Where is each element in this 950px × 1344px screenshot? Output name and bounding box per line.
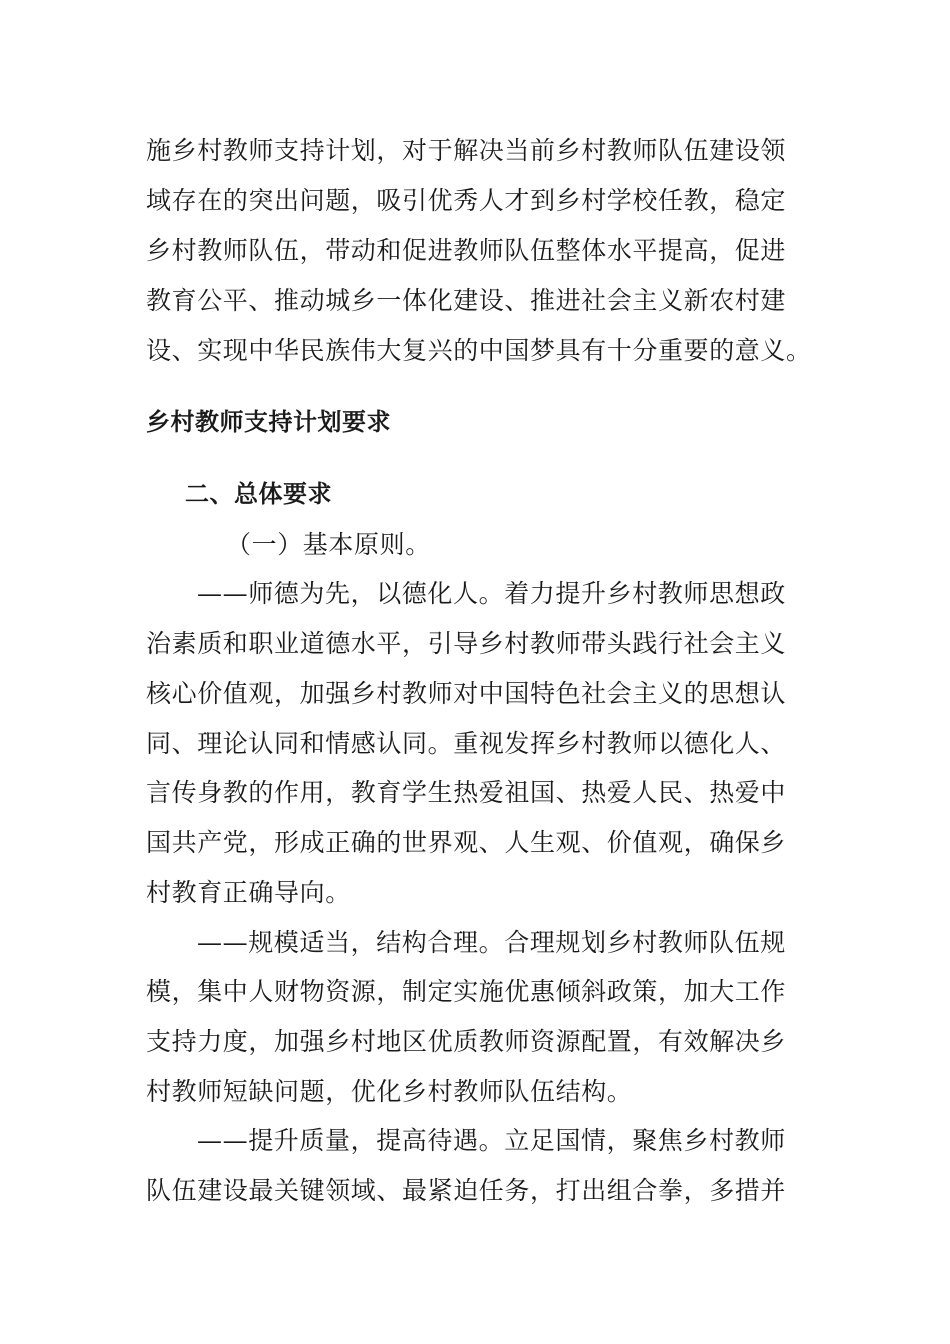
text-line: 村教育正确导向。: [146, 878, 351, 907]
heading-general-requirements: 二、总体要求: [185, 480, 332, 508]
text-line: 村教师短缺问题，优化乡村教师队伍结构。: [146, 1077, 633, 1106]
text-line: ——师德为先，以德化人。着力提升乡村教师思想政: [197, 579, 786, 608]
text-line: 模，集中人财物资源，制定实施优惠倾斜政策，加大工作: [146, 977, 787, 1006]
text-line: 核心价值观，加强乡村教师对中国特色社会主义的思想认: [146, 679, 787, 708]
text-line: 同、理论认同和情感认同。重视发挥乡村教师以德化人、: [146, 729, 787, 758]
text-line: 言传身教的作用，教育学生热爱祖国、热爱人民、热爱中: [146, 778, 787, 807]
text-line: 教育公平、推动城乡一体化建设、推进社会主义新农村建: [146, 286, 787, 315]
text-line: 治素质和职业道德水平，引导乡村教师带头践行社会主义: [146, 629, 787, 658]
text-line: 设、实现中华民族伟大复兴的中国梦具有十分重要的意义。: [146, 336, 812, 365]
subheading-basic-principles: （一）基本原则。: [226, 530, 431, 559]
section-title: 乡村教师支持计划要求: [146, 408, 391, 436]
text-line: 队伍建设最关键领域、最紧迫任务，打出组合拳，多措并: [146, 1176, 787, 1205]
text-line: ——规模适当，结构合理。合理规划乡村教师队伍规: [197, 928, 786, 957]
text-line: 国共产党，形成正确的世界观、人生观、价值观，确保乡: [146, 828, 787, 857]
text-line: 域存在的突出问题，吸引优秀人才到乡村学校任教，稳定: [146, 186, 787, 215]
text-line: 支持力度，加强乡村地区优质教师资源配置，有效解决乡: [146, 1027, 787, 1056]
text-line: 施乡村教师支持计划，对于解决当前乡村教师队伍建设领: [146, 136, 787, 165]
text-line: 乡村教师队伍，带动和促进教师队伍整体水平提高，促进: [146, 236, 787, 265]
text-line: ——提升质量，提高待遇。立足国情，聚焦乡村教师: [197, 1126, 786, 1155]
